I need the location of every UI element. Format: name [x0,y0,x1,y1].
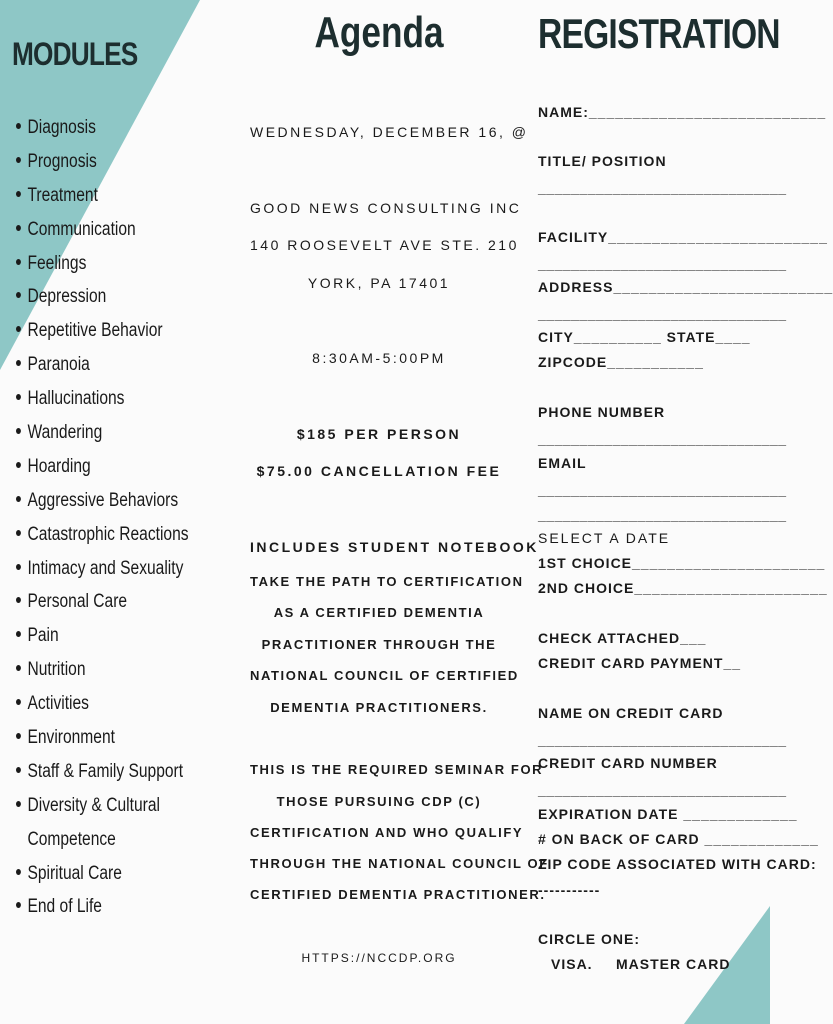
modules-title: MODULES [12,36,138,72]
name-field[interactable]: NAME:___________________________ [538,104,827,120]
module-item [16,283,189,317]
agenda-cancellation-fee: $75.00 CANCELLATION FEE [256,463,502,479]
agenda-address-line2: YORK, PA 17401 [307,275,451,291]
bullet-icon [16,801,21,807]
address-line-2[interactable]: ______________________________ [538,306,787,322]
bullet-icon [16,530,21,536]
module-item-label: End of Life [27,896,102,918]
email-field-line-2[interactable]: ______________________________ [538,507,787,523]
module-item [16,792,189,826]
agenda-includes-notebook: INCLUDES STUDENT NOTEBOOK [250,539,539,555]
module-item-label: Repetitive Behavior [27,320,163,342]
agenda-time: 8:30AM-5:00PM [312,350,446,366]
phone-label: PHONE NUMBER [538,404,666,420]
bullet-icon [16,360,21,366]
agenda-organization: GOOD NEWS CONSULTING INC [250,200,522,216]
module-item-label: Personal Care [27,591,128,613]
bullet-icon [16,259,21,265]
module-item-label: Feelings [27,252,87,274]
module-item-label: Activities [27,693,89,715]
facility-field[interactable]: FACILITY_________________________ [538,229,828,245]
module-item-label: Staff & Family Support [27,760,184,782]
module-item [16,351,189,385]
module-item [16,622,189,656]
title-position-label: TITLE/ POSITION [538,153,667,169]
agenda-required-line: CERTIFICATION AND WHO QUALIFY [250,825,524,840]
card-number-label: CREDIT CARD NUMBER [538,755,718,771]
modules-list [16,114,226,927]
agenda-path-line: DEMENTIA PRACTITIONERS. [270,700,488,715]
agenda-path-line: AS A CERTIFIED DEMENTIA [273,605,485,620]
expiration-date-field[interactable]: EXPIRATION DATE _____________ [538,806,798,822]
card-zip-field[interactable]: ----------- [538,882,601,898]
module-item-label: Spiritual Care [27,862,122,884]
bullet-icon [16,767,21,773]
bullet-icon [16,631,21,637]
bullet-icon [16,428,21,434]
agenda-required-line: THROUGH THE NATIONAL COUNCIL OF [250,856,549,871]
module-item [16,487,189,521]
module-item-label: Prognosis [27,150,97,172]
agenda-price: $185 PER PERSON [296,426,462,442]
bullet-icon [16,157,21,163]
module-item-label: Hoarding [27,455,91,477]
module-item [16,182,189,216]
module-item-label: Catastrophic Reactions [27,523,189,545]
zipcode-field[interactable]: ZIPCODE___________ [538,354,704,370]
bullet-icon [16,292,21,298]
module-item [16,114,189,148]
module-item [16,690,189,724]
module-item [16,419,189,453]
module-item-label: Hallucinations [27,388,125,410]
card-back-number-field[interactable]: # ON BACK OF CARD _____________ [538,831,819,847]
module-item [16,216,189,250]
title-position-field[interactable]: ______________________________ [538,180,787,196]
card-zip-label: ZIP CODE ASSOCIATED WITH CARD: [538,856,817,872]
module-item-label: Paranoia [27,354,90,376]
bullet-icon [16,869,21,875]
agenda-required-line: THIS IS THE REQUIRED SEMINAR FOR [250,762,544,777]
module-item [16,860,189,894]
module-item [16,656,189,690]
module-item [16,385,189,419]
module-item [16,148,189,182]
agenda-path-line: NATIONAL COUNCIL OF CERTIFIED [250,668,519,683]
bullet-icon [16,394,21,400]
agenda-date: WEDNESDAY, DECEMBER 16, @ [250,124,529,140]
module-item [16,453,189,487]
module-item-label: Pain [27,625,59,647]
second-choice-field[interactable]: 2ND CHOICE______________________ [538,580,828,596]
bullet-icon [16,902,21,908]
module-item [16,588,189,622]
module-item [16,893,189,927]
module-item-label: Diversity & Cultural [27,794,160,816]
module-item [16,758,189,792]
email-field[interactable]: ______________________________ [538,482,787,498]
agenda-title: Agenda [314,8,444,57]
module-item-label: Treatment [27,184,98,206]
card-number-field[interactable]: ______________________________ [538,782,787,798]
check-attached-field[interactable]: CHECK ATTACHED___ [538,630,707,646]
module-item-label: Aggressive Behaviors [27,489,179,511]
bullet-icon [16,326,21,332]
bullet-icon [16,564,21,570]
module-item [16,826,189,860]
city-state-field[interactable]: CITY__________ STATE____ [538,329,751,345]
module-item-label: Nutrition [27,659,86,681]
agenda-path-line: PRACTITIONER THROUGH THE [261,637,497,652]
agenda-required-line: THOSE PURSUING CDP (C) [276,794,482,809]
name-on-card-field[interactable]: ______________________________ [538,732,787,748]
bullet-icon [16,733,21,739]
credit-card-payment-field[interactable]: CREDIT CARD PAYMENT__ [538,655,742,671]
mastercard-option[interactable]: MASTER CARD [616,956,731,972]
bullet-icon [16,496,21,502]
select-date-label: SELECT A DATE [538,530,671,546]
module-item [16,250,189,284]
facility-line-2[interactable]: ______________________________ [538,256,787,272]
bullet-icon [16,191,21,197]
bullet-icon [16,699,21,705]
module-item-label: Depression [27,286,107,308]
agenda-address-line1: 140 ROOSEVELT AVE STE. 210 [250,237,519,253]
circle-one-label: CIRCLE ONE: [538,931,640,947]
module-item [16,555,189,589]
module-item-label: Communication [27,218,136,240]
agenda-website-link[interactable]: HTTPS://NCCDP.ORG [301,951,457,965]
bullet-icon [16,597,21,603]
module-item [16,724,189,758]
visa-option[interactable]: VISA. [551,956,593,972]
agenda-path-line: TAKE THE PATH TO CERTIFICATION [250,574,524,589]
bullet-icon [16,665,21,671]
name-on-card-label: NAME ON CREDIT CARD [538,705,724,721]
module-item-label: Competence [27,828,116,850]
bullet-icon [16,123,21,129]
bullet-icon [16,462,21,468]
module-item-label: Wandering [27,422,103,444]
first-choice-field[interactable]: 1ST CHOICE______________________ [538,555,826,571]
bullet-icon [16,225,21,231]
registration-title: REGISTRATION [538,10,780,57]
module-item-label: Intimacy and Sexuality [27,557,184,579]
module-item [16,521,189,555]
module-item-label: Diagnosis [27,117,96,138]
email-label: EMAIL [538,455,587,471]
address-field[interactable]: ADDRESS_________________________ [538,279,833,295]
phone-field[interactable]: ______________________________ [538,431,787,447]
module-item-label: Environment [27,727,115,749]
module-item [16,317,189,351]
agenda-required-line: CERTIFIED DEMENTIA PRACTITIONER. [250,887,546,902]
